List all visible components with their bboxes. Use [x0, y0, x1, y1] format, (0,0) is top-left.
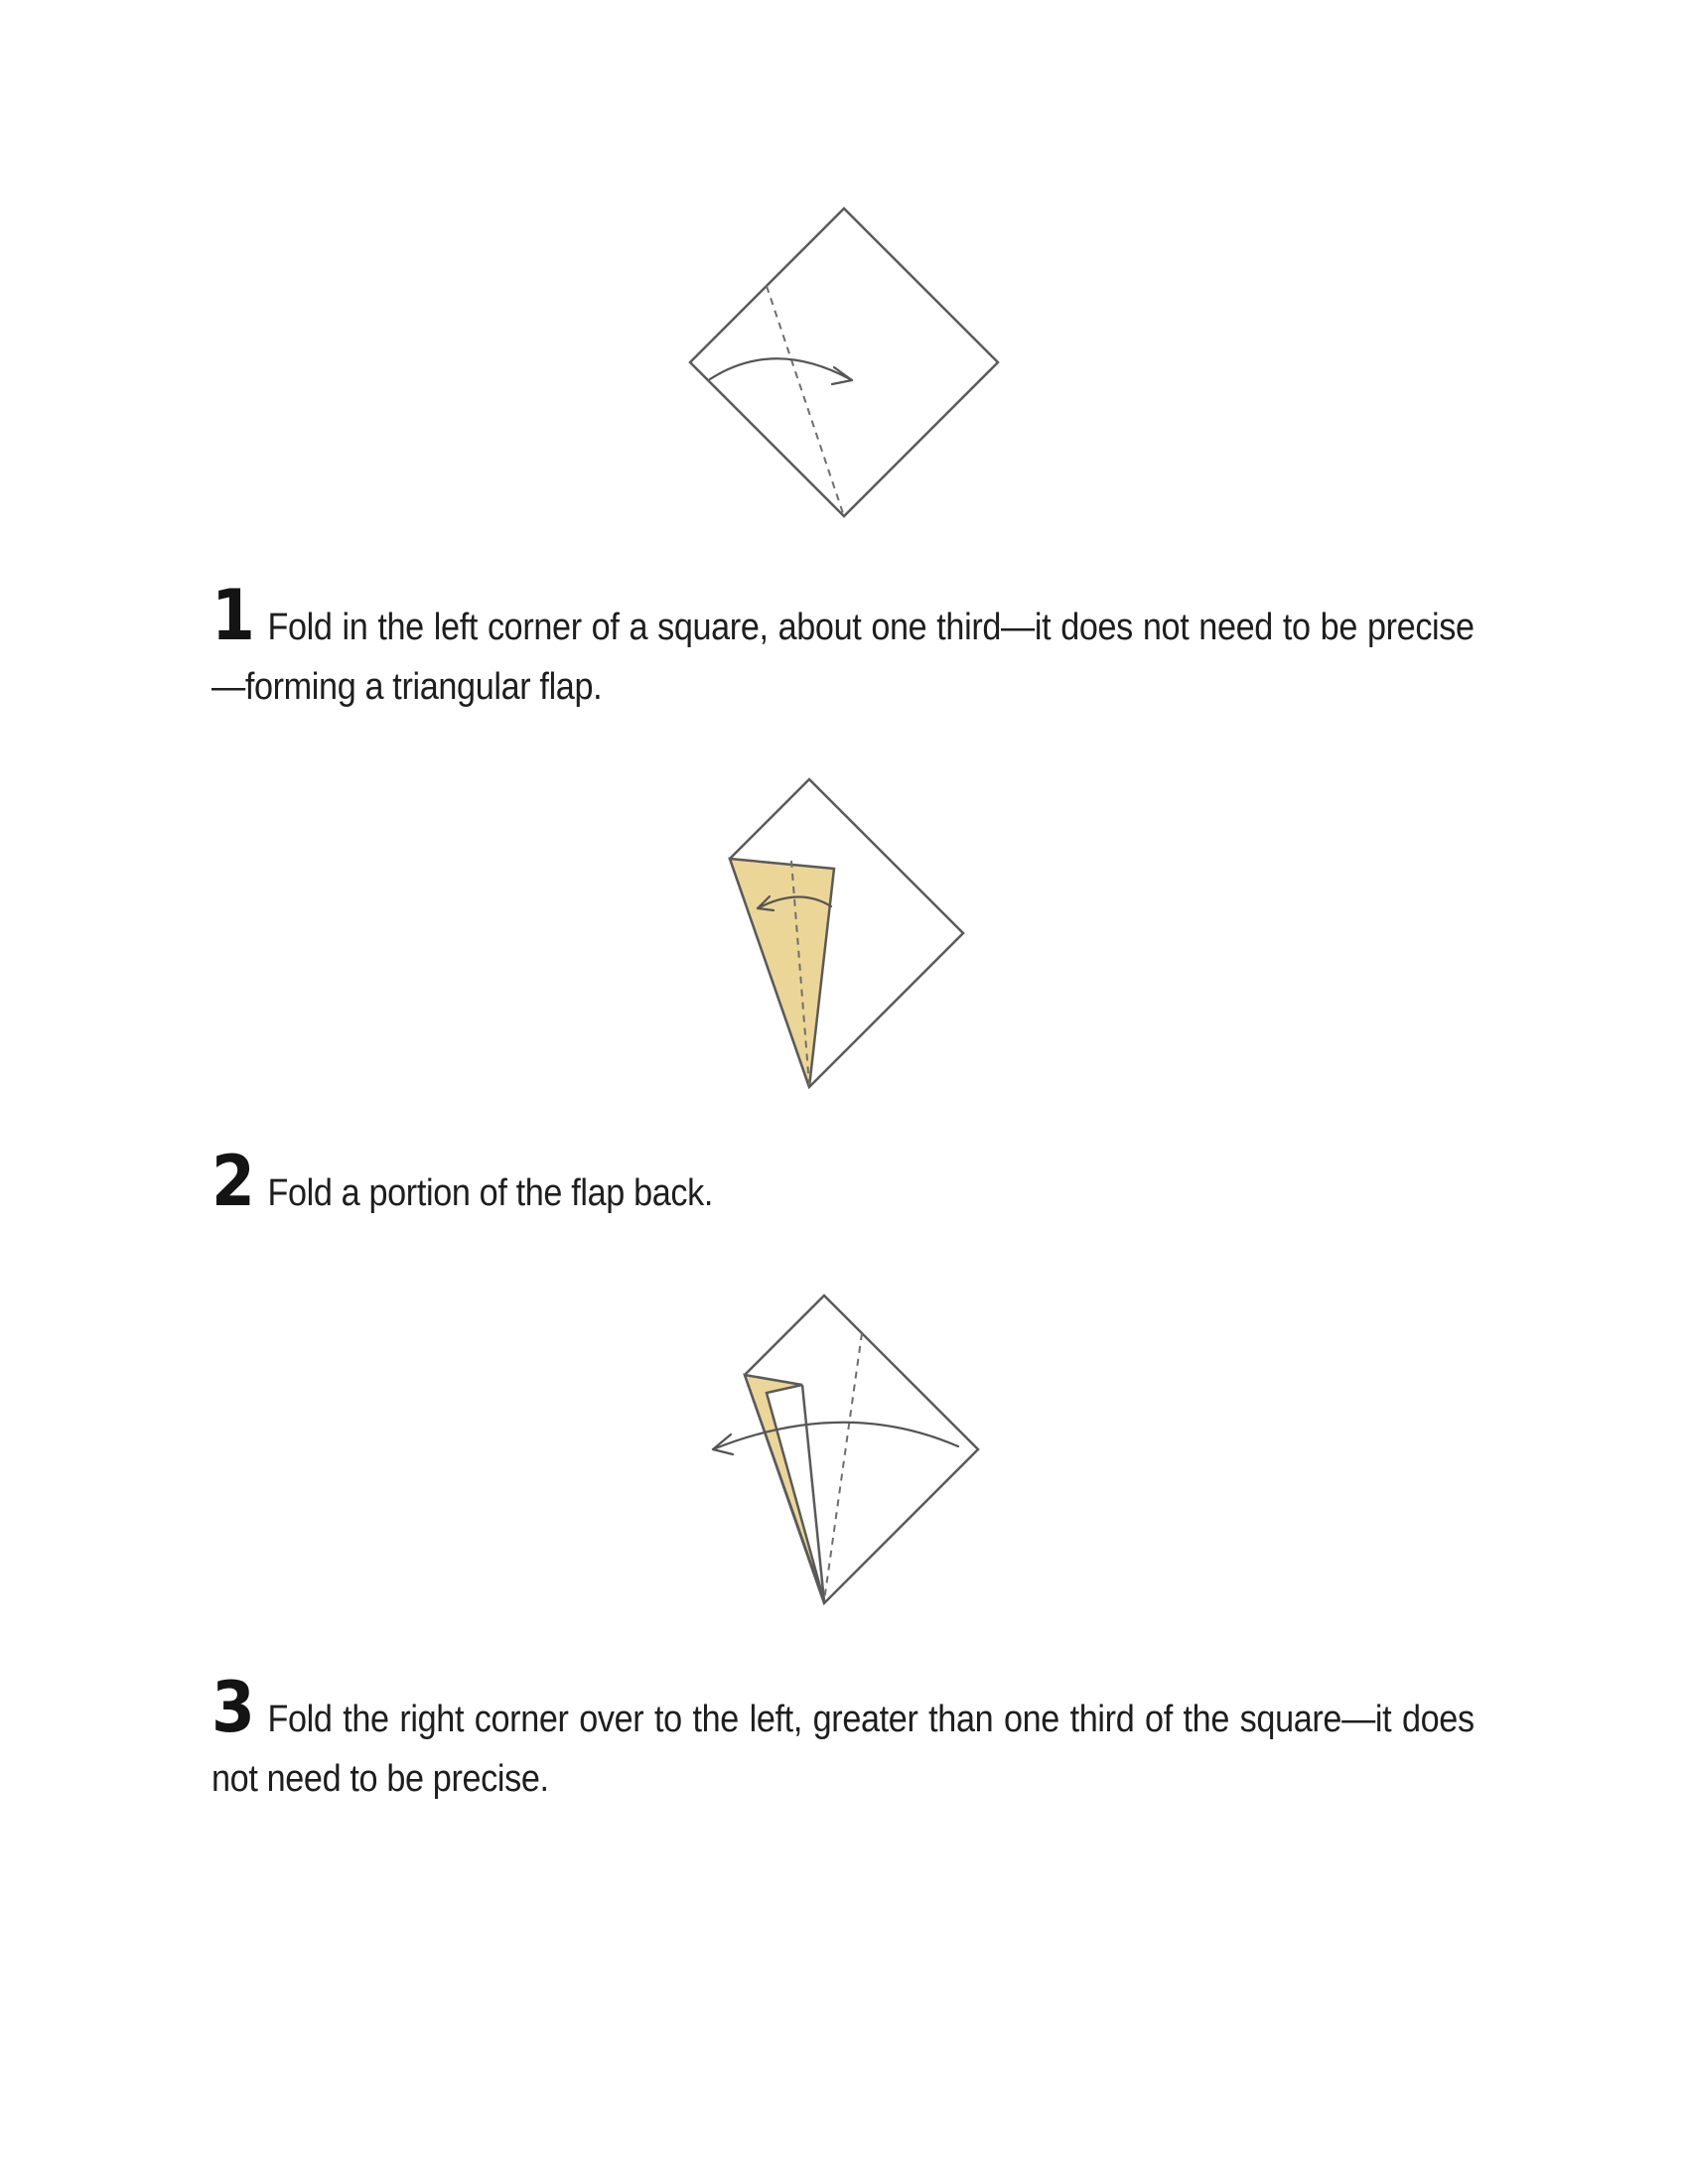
step-text: Fold the right corner over to the left, greater than one third of the square—it does not need to be precise.: [211, 1699, 1475, 1800]
step-text: Fold a portion of the flap back.: [267, 1172, 714, 1214]
step-number: 3: [211, 1667, 255, 1748]
step-3-diagram: [695, 1286, 993, 1613]
step-2-instruction: [211, 1141, 1348, 1223]
step-2-diagram: [710, 769, 978, 1097]
step-1-diagram: [675, 199, 1013, 536]
paper-square: [690, 208, 998, 516]
step-number: 2: [211, 1141, 255, 1222]
step-number: 1: [211, 575, 255, 656]
step-1-instruction: [211, 575, 1475, 717]
step-text: Fold in the left corner of a square, about one third—it does not need to be precise—forming a triangular flap.: [211, 607, 1475, 708]
step-3-instruction: [211, 1667, 1475, 1809]
